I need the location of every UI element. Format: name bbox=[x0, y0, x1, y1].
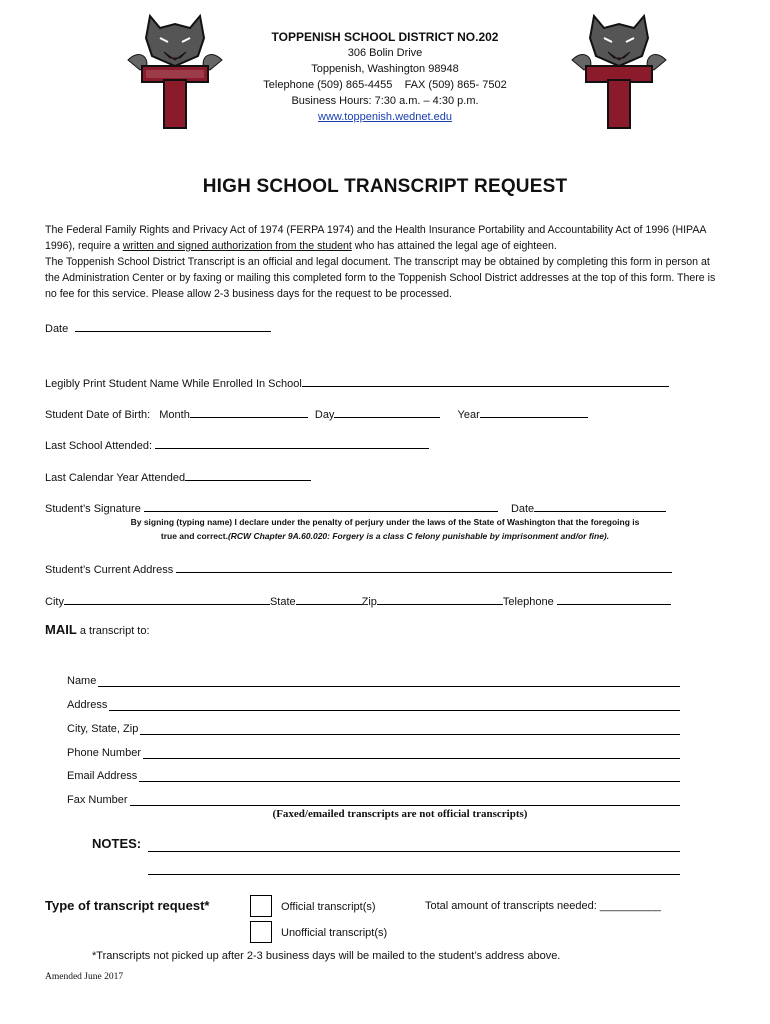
mail-heading bbox=[45, 622, 150, 637]
mail-fax-field[interactable] bbox=[130, 793, 680, 806]
signature-row bbox=[45, 500, 666, 515]
student-name-field[interactable] bbox=[302, 375, 669, 387]
mail-city-field[interactable] bbox=[140, 722, 680, 735]
telephone-label: Telephone bbox=[502, 596, 554, 608]
mail-city-row bbox=[67, 722, 680, 735]
last-school-field[interactable] bbox=[155, 437, 429, 449]
total-needed: Total amount of transcripts needed: __________ bbox=[425, 900, 662, 912]
day-field[interactable] bbox=[334, 406, 440, 418]
day-label: Day bbox=[314, 409, 335, 421]
mail-label-rest: a transcript to: bbox=[76, 625, 150, 637]
intro-p2: The Toppenish School District Transcript is an official and legal document. The transcript may be obtained by completing this form in person at the Administration Center or by faxing or mailing this completed form to the Toppenish School District addresses at the top of this form. There is no fee for this service. Please allow 2-3 business days for the request to be processed. bbox=[45, 256, 716, 300]
intro-text bbox=[45, 222, 725, 302]
pickup-note: *Transcripts not picked up after 2-3 business days will be mailed to the student’s address above. bbox=[92, 950, 561, 962]
last-year-label: Last Calendar Year Attended bbox=[45, 472, 186, 484]
year-field[interactable] bbox=[480, 406, 588, 418]
mail-email-row bbox=[67, 769, 680, 782]
current-address-label: Student’s Current Address bbox=[45, 564, 174, 576]
mail-email-label: Email Address bbox=[67, 770, 138, 782]
mail-name-row bbox=[67, 674, 680, 687]
district-website-link[interactable]: www.toppenish.wednet.edu bbox=[318, 111, 452, 123]
signature-label: Student’s Signature bbox=[45, 503, 141, 515]
signature-field[interactable] bbox=[144, 500, 498, 512]
mail-name-field[interactable] bbox=[98, 674, 680, 687]
wildcat-logo-left bbox=[120, 8, 230, 133]
perjury-line2a: true and correct. bbox=[160, 531, 228, 541]
telephone-field[interactable] bbox=[557, 593, 671, 605]
mail-email-field[interactable] bbox=[139, 769, 680, 782]
mail-phone-row bbox=[67, 746, 680, 759]
district-phone-fax: Telephone (509) 865-4455 FAX (509) 865- 7502 bbox=[263, 79, 507, 91]
perjury-line2b: (RCW Chapter 9A.60.020: Forgery is a class C felony punishable by imprisonment and/or fine). bbox=[227, 531, 610, 541]
date-row bbox=[45, 320, 271, 335]
last-year-row bbox=[45, 469, 311, 484]
dob-label: Student Date of Birth: bbox=[45, 409, 151, 421]
intro-p1b: who has attained the legal age of eighteen. bbox=[351, 240, 557, 252]
district-street: 306 Bolin Drive bbox=[347, 47, 423, 59]
perjury-line1: By signing (typing name) I declare under the penalty of perjury under the laws of the State of Washington that the foregoing is bbox=[130, 517, 640, 527]
current-address-field[interactable] bbox=[176, 561, 672, 573]
zip-field[interactable] bbox=[377, 593, 503, 605]
city-state-row bbox=[45, 593, 671, 608]
dob-row bbox=[45, 406, 588, 421]
district-header bbox=[220, 29, 550, 125]
year-label: Year bbox=[457, 409, 480, 421]
notes-line-1[interactable] bbox=[148, 851, 680, 852]
mail-address-row bbox=[67, 698, 680, 711]
transcript-type-label: Type of transcript request* bbox=[45, 898, 210, 913]
mail-name-label: Name bbox=[67, 675, 97, 687]
mail-fax-row bbox=[67, 793, 680, 806]
state-field[interactable] bbox=[296, 593, 362, 605]
current-address-row bbox=[45, 561, 672, 576]
district-name: TOPPENISH SCHOOL DISTRICT NO.202 bbox=[271, 30, 499, 44]
date-field[interactable] bbox=[75, 320, 271, 332]
notes-label: NOTES: bbox=[92, 836, 142, 851]
page-title: HIGH SCHOOL TRANSCRIPT REQUEST bbox=[202, 176, 568, 197]
mail-phone-field[interactable] bbox=[143, 746, 680, 759]
district-city: Toppenish, Washington 98948 bbox=[311, 63, 459, 75]
fax-note: (Faxed/emailed transcripts are not official transcripts) bbox=[272, 808, 528, 820]
city-label: City bbox=[45, 596, 64, 608]
official-label: Official transcript(s) bbox=[281, 901, 376, 913]
month-label: Month bbox=[159, 409, 190, 421]
mail-fax-label: Fax Number bbox=[67, 794, 128, 806]
last-school-row bbox=[45, 437, 429, 452]
last-year-field[interactable] bbox=[185, 469, 311, 481]
month-field[interactable] bbox=[190, 406, 308, 418]
mail-address-field[interactable] bbox=[109, 698, 680, 711]
wildcat-logo-right bbox=[564, 8, 674, 133]
mail-label-bold: MAIL bbox=[45, 622, 77, 637]
signature-date-label: Date bbox=[510, 503, 535, 515]
notes-line-2[interactable] bbox=[148, 874, 680, 875]
perjury-statement bbox=[80, 515, 690, 543]
mail-city-label: City, State, Zip bbox=[67, 723, 139, 735]
state-label: State bbox=[269, 596, 296, 608]
intro-p1a: The Federal Family Rights and Privacy Act of 1974 (FERPA 1974) and the Health Insurance Portability and Accountability Act of 1996 (HIPAA 1996), require a bbox=[45, 224, 706, 252]
signature-date-field[interactable] bbox=[534, 500, 666, 512]
intro-p1-underline: written and signed authorization from the student bbox=[122, 240, 352, 252]
unofficial-label: Unofficial transcript(s) bbox=[281, 927, 388, 939]
mail-phone-label: Phone Number bbox=[67, 747, 141, 759]
business-hours: Business Hours: 7:30 a.m. – 4:30 p.m. bbox=[291, 95, 479, 107]
student-name-label: Legibly Print Student Name While Enrolled In School bbox=[45, 378, 302, 390]
mail-address-label: Address bbox=[67, 699, 108, 711]
date-label: Date bbox=[45, 323, 69, 335]
zip-label: Zip bbox=[361, 596, 377, 608]
unofficial-checkbox[interactable] bbox=[250, 921, 272, 943]
amended-date: Amended June 2017 bbox=[45, 972, 124, 982]
last-school-label: Last School Attended: bbox=[45, 440, 153, 452]
student-name-row bbox=[45, 375, 669, 390]
official-checkbox[interactable] bbox=[250, 895, 272, 917]
city-field[interactable] bbox=[64, 593, 270, 605]
